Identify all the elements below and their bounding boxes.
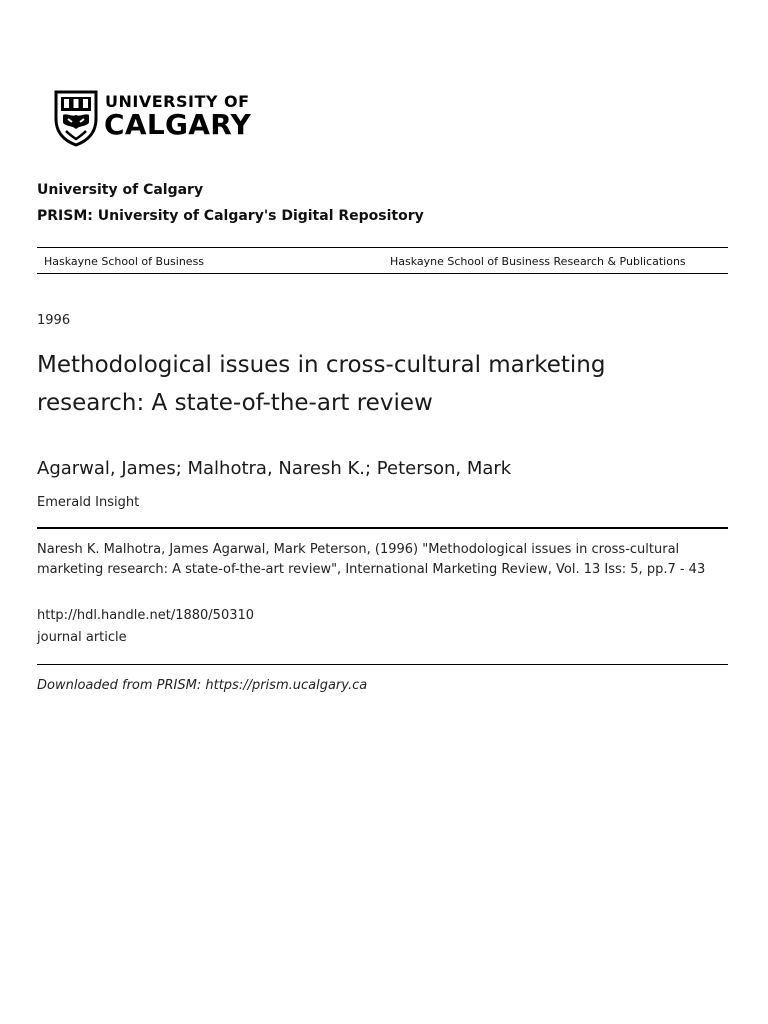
citation: Naresh K. Malhotra, James Agarwal, Mark Peterson, (1996) "Methodological issues in cross-cultural marketing research: A state-of-the-art review", International Marketing Review, Vol. 13 Iss: 5, pp.7 - 43 <box>37 542 706 577</box>
divider-bar-bottom <box>37 273 728 274</box>
logo-text-line1: UNIVERSITY OF <box>105 92 250 111</box>
collection-label: Haskayne School of Business Research & Publications <box>390 255 686 268</box>
divider-top <box>37 247 728 248</box>
university-logo <box>37 70 275 168</box>
item-type: journal article <box>37 630 127 645</box>
publisher: Emerald Insight <box>37 495 140 510</box>
document-title: Methodological issues in cross-cultural marketing research: A state-of-the-art review <box>37 352 606 416</box>
crest-icon <box>53 89 99 147</box>
department-label: Haskayne School of Business <box>44 255 205 268</box>
authors: Agarwal, James; Malhotra, Naresh K.; Peterson, Mark <box>37 458 512 479</box>
publication-year: 1996 <box>37 313 71 328</box>
institution-name: University of Calgary <box>37 182 204 198</box>
download-note: Downloaded from PRISM: https://prism.ucalgary.ca <box>37 678 368 693</box>
repository-name: PRISM: University of Calgary's Digital Repository <box>37 208 424 224</box>
logo-text-line2: CALGARY <box>104 108 252 141</box>
divider-heavy <box>37 527 728 529</box>
divider-bottom <box>37 664 728 665</box>
handle-link[interactable]: http://hdl.handle.net/1880/50310 <box>37 608 255 623</box>
